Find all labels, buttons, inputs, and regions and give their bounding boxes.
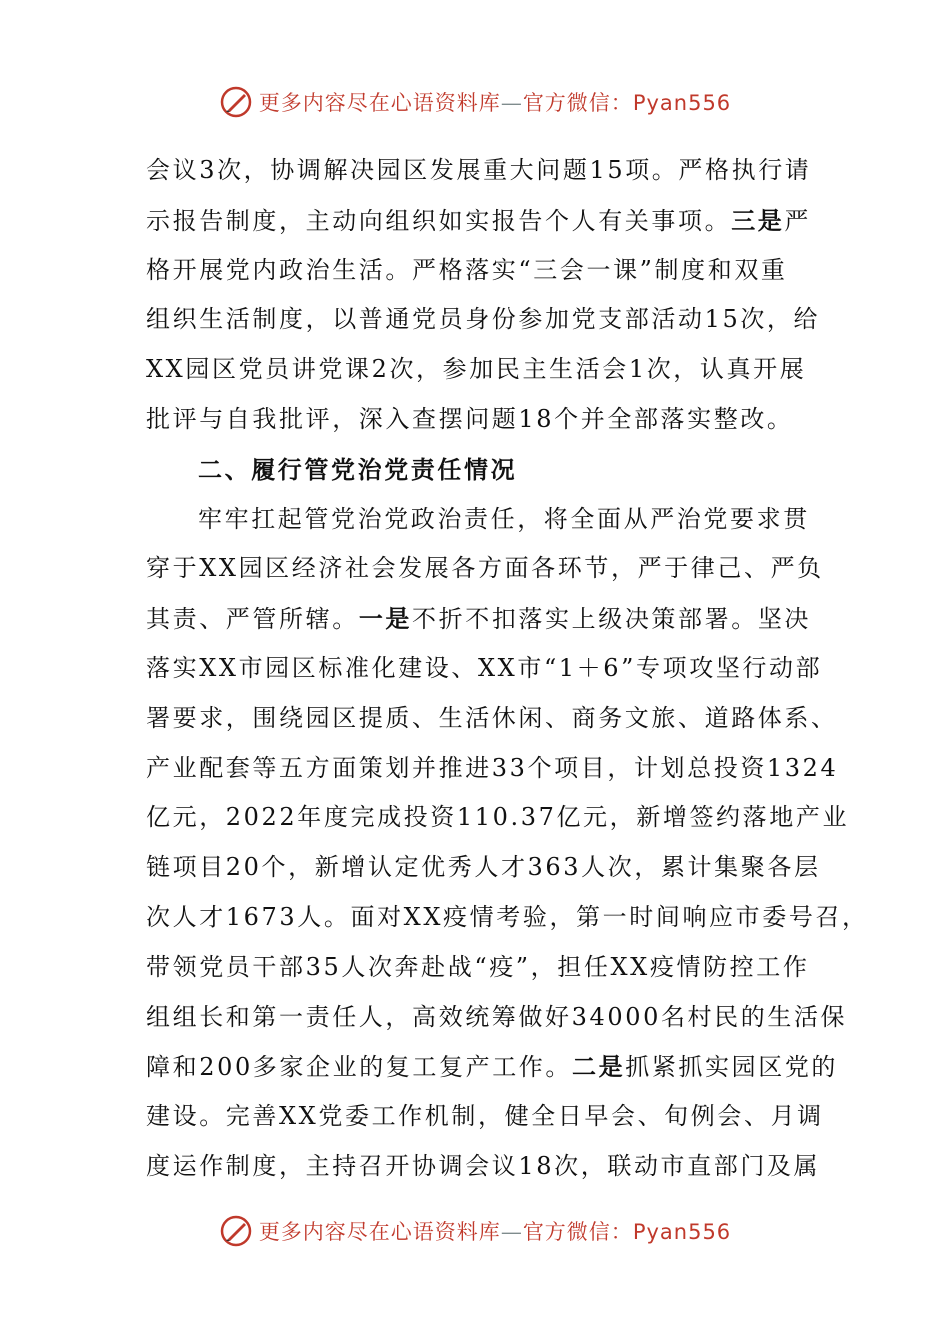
text-line: 署要求，围绕园区提质、生活休闲、商务文旅、道路体系、 bbox=[146, 703, 838, 732]
text-line: XX园区党员讲党课2次，参加民主生活会1次，认真开展 bbox=[146, 355, 807, 384]
watermark-text: 更多内容尽在心语资料库 bbox=[258, 1220, 501, 1244]
watermark-account: Pyan556 bbox=[632, 1220, 732, 1244]
watermark-text: 更多内容尽在心语资料库 bbox=[258, 91, 501, 115]
text-line: 次人才1673人。面对XX疫情考验，第一时间响应市委号召， bbox=[146, 902, 869, 931]
text-line: 组组长和第一责任人，高效统筹做好34000名村民的生活保 bbox=[146, 1002, 848, 1031]
text-line: 示报告制度，主动向组织如实报告个人有关事项。三是严 bbox=[146, 205, 812, 235]
text-line: 链项目20个，新增认定优秀人才363人次，累计集聚各层 bbox=[146, 853, 821, 882]
watermark-account: Pyan556 bbox=[632, 91, 732, 115]
watermark-label: 官方微信： bbox=[522, 1220, 633, 1244]
text-line: 带领党员干部35人次奔赴战“疫”，担任XX疫情防控工作 bbox=[146, 952, 810, 981]
bold-lead: 二是 bbox=[572, 1052, 626, 1082]
text-line: 穿于XX园区经济社会发展各方面各环节，严于律己、严负 bbox=[146, 554, 824, 583]
section-heading: 二、履行管党治党责任情况 bbox=[198, 454, 518, 484]
watermark-footer bbox=[0, 1211, 950, 1251]
text-line: 建设。完善XX党委工作机制，健全日早会、旬例会、月调 bbox=[146, 1102, 824, 1131]
text-line: 格开展党内政治生活。严格落实“三会一课”制度和双重 bbox=[146, 255, 788, 284]
pen-logo-icon bbox=[219, 1214, 253, 1248]
text-line: 会议3次，协调解决园区发展重大问题15项。严格执行请 bbox=[146, 156, 812, 184]
bold-lead: 一是 bbox=[358, 604, 413, 634]
text-line: 障和200多家企业的复工复产工作。二是抓紧抓实园区党的 bbox=[146, 1052, 839, 1082]
text-line: 亿元，2022年度完成投资110.37亿元，新增签约落地产业 bbox=[146, 803, 850, 832]
text-line: 其责、严管所辖。一是不折不扣落实上级决策部署。坚决 bbox=[146, 604, 812, 634]
text-line: 产业配套等五方面策划并推进33个项目，计划总投资1324 bbox=[146, 753, 839, 782]
bold-lead: 三是 bbox=[731, 205, 785, 235]
text-line: 度运作制度，主持召开协调会议18次，联动市直部门及属 bbox=[146, 1151, 821, 1180]
text-line: 组织生活制度，以普通党员身份参加党支部活动15次，给 bbox=[146, 305, 821, 334]
text-line: 批评与自我批评，深入查摆问题18个并全部落实整改。 bbox=[146, 404, 794, 433]
watermark-dash: — bbox=[500, 1220, 523, 1244]
pen-logo-icon bbox=[219, 85, 253, 119]
watermark-header bbox=[0, 82, 950, 122]
document-body bbox=[146, 146, 869, 1192]
watermark-label: 官方微信： bbox=[522, 91, 633, 115]
text-line: 落实XX市园区标准化建设、XX市“1＋6”专项攻坚行动部 bbox=[146, 653, 823, 682]
text-line: 牢牢扛起管党治党政治责任，将全面从严治党要求贯 bbox=[198, 504, 810, 533]
watermark-dash: — bbox=[500, 91, 523, 115]
